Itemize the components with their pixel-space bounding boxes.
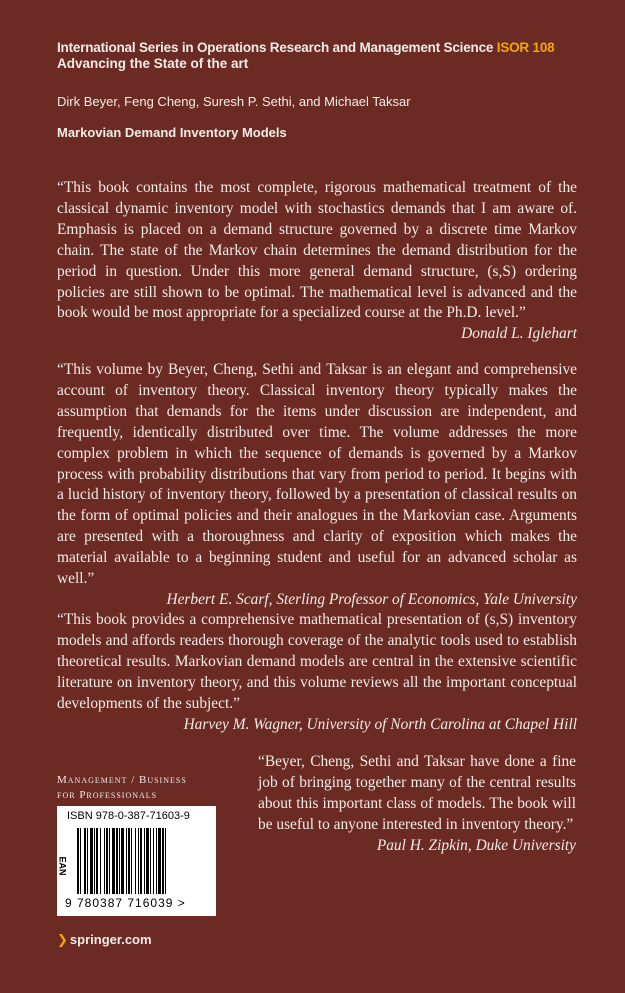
- category-label: [57, 773, 187, 803]
- quote-text: “This book contains the most complete, rigorous mathematical treatment of the classical dynamic inventory model with stochastics demands that I am aware of. Emphasis is placed on a demand structure governed by a discrete time Markov chain. The state of the Markov chain determines the demand distribution for the period in question. Under this more general demand structure, (s,S) ordering policies are still shown to be optimal. The mathematical level is advanced and the book would be most appropriate for a specialized course at the Ph.D. level.”: [57, 179, 577, 322]
- series-header: [57, 40, 597, 71]
- barcode-stripe: [135, 828, 136, 894]
- barcode-stripe: [131, 828, 132, 894]
- category-line-2: for Professionals: [57, 789, 158, 801]
- quote-author: Paul H. Zipkin, Duke University: [376, 836, 576, 854]
- series-name: International Series in Operations Research and Management Science: [57, 40, 494, 55]
- barcode-stripe: [150, 828, 151, 894]
- barcode-stripe: [162, 828, 164, 894]
- isor-number: ISOR 108: [496, 40, 555, 55]
- barcode-stripe: [84, 828, 86, 894]
- barcode-box: [57, 806, 216, 916]
- barcode-stripe: [119, 828, 120, 894]
- barcode-stripe: [96, 828, 98, 894]
- barcode-stripe: [146, 828, 149, 894]
- barcode-stripe: [106, 828, 108, 894]
- chevron-right-icon: ❯: [57, 932, 68, 947]
- barcode-stripe: [94, 828, 95, 894]
- barcode-stripe: [109, 828, 110, 894]
- quote-author: Harvey M. Wagner, University of North Carolina at Chapel Hill: [183, 715, 577, 733]
- series-subtitle: Advancing the State of the art: [57, 56, 249, 71]
- barcode-stripe: [140, 828, 142, 894]
- publisher-link[interactable]: [57, 932, 152, 948]
- barcode-stripe: [138, 828, 139, 894]
- barcode-stripe: [156, 828, 157, 894]
- authors: Dirk Beyer, Feng Cheng, Suresh P. Sethi, and Michael Taksar: [57, 94, 411, 109]
- barcode-number: 9 780387 716039 >: [65, 896, 186, 910]
- barcode-stripe: [128, 828, 130, 894]
- barcode-image: [77, 828, 207, 896]
- barcode-stripe: [77, 828, 79, 894]
- barcode-stripe: [87, 828, 88, 894]
- barcode-stripe: [116, 828, 118, 894]
- publisher-name: springer.com: [69, 932, 152, 947]
- isbn-text: ISBN 978-0-387-71603-9: [67, 810, 190, 822]
- barcode-stripe: [100, 828, 101, 894]
- barcode-stripe: [158, 828, 161, 894]
- quote-author: Donald L. Iglehart: [461, 325, 577, 343]
- barcode-stripe: [121, 828, 124, 894]
- barcode-stripe: [165, 828, 166, 894]
- barcode-stripe: [112, 828, 115, 894]
- review-quote-2: [57, 360, 577, 611]
- category-line-1: Management / Business: [57, 774, 187, 786]
- barcode-stripe: [90, 828, 93, 894]
- quote-text: “Beyer, Cheng, Sethi and Taksar have done a fine job of bringing together many of the central results about this important class of models. The book will be useful to anyone interested in inventory theory.”: [258, 753, 576, 833]
- quote-text: “This book provides a comprehensive mathematical presentation of (s,S) inventory models and affords readers thorough coverage of the analytic tools used to establish theoretical results. Markovian demand models are central in the extensive scientific literature on inventory theory, and this volume reviews all the important conceptual developments of the subject.”: [57, 611, 577, 712]
- review-quote-3: [57, 610, 577, 735]
- barcode-stripe: [80, 828, 81, 894]
- barcode-stripe: [153, 828, 154, 894]
- series-line: [57, 40, 597, 55]
- barcode-stripe: [144, 828, 145, 894]
- quote-author: Herbert E. Scarf, Sterling Professor of Economics, Yale University: [166, 590, 577, 608]
- review-quote-4: [258, 752, 576, 857]
- barcode-stripe: [104, 828, 105, 894]
- quote-text: “This volume by Beyer, Cheng, Sethi and Taksar is an elegant and comprehensive account of inventory theory. Classical inventory theory typically makes the assumption that demands for the items under discussion are independent, and frequently, identically distributed over time. The volume addresses the more complex problem in which the sequence of demands is governed by a Markov process with probability distributions that vary from period to period. It begins with a lucid history of inventory theory, followed by a presentation of classical results on the form of optimal policies and their analogues in the Markovian case. Arguments are presented with a thoroughness and clarity of exposition which makes the material available to a beginning student and useful for an advanced scholar as well.”: [57, 361, 577, 588]
- book-title: Markovian Demand Inventory Models: [57, 125, 287, 140]
- barcode-stripe: [126, 828, 127, 894]
- ean-label: EAN: [57, 856, 68, 876]
- review-quote-1: [57, 178, 577, 345]
